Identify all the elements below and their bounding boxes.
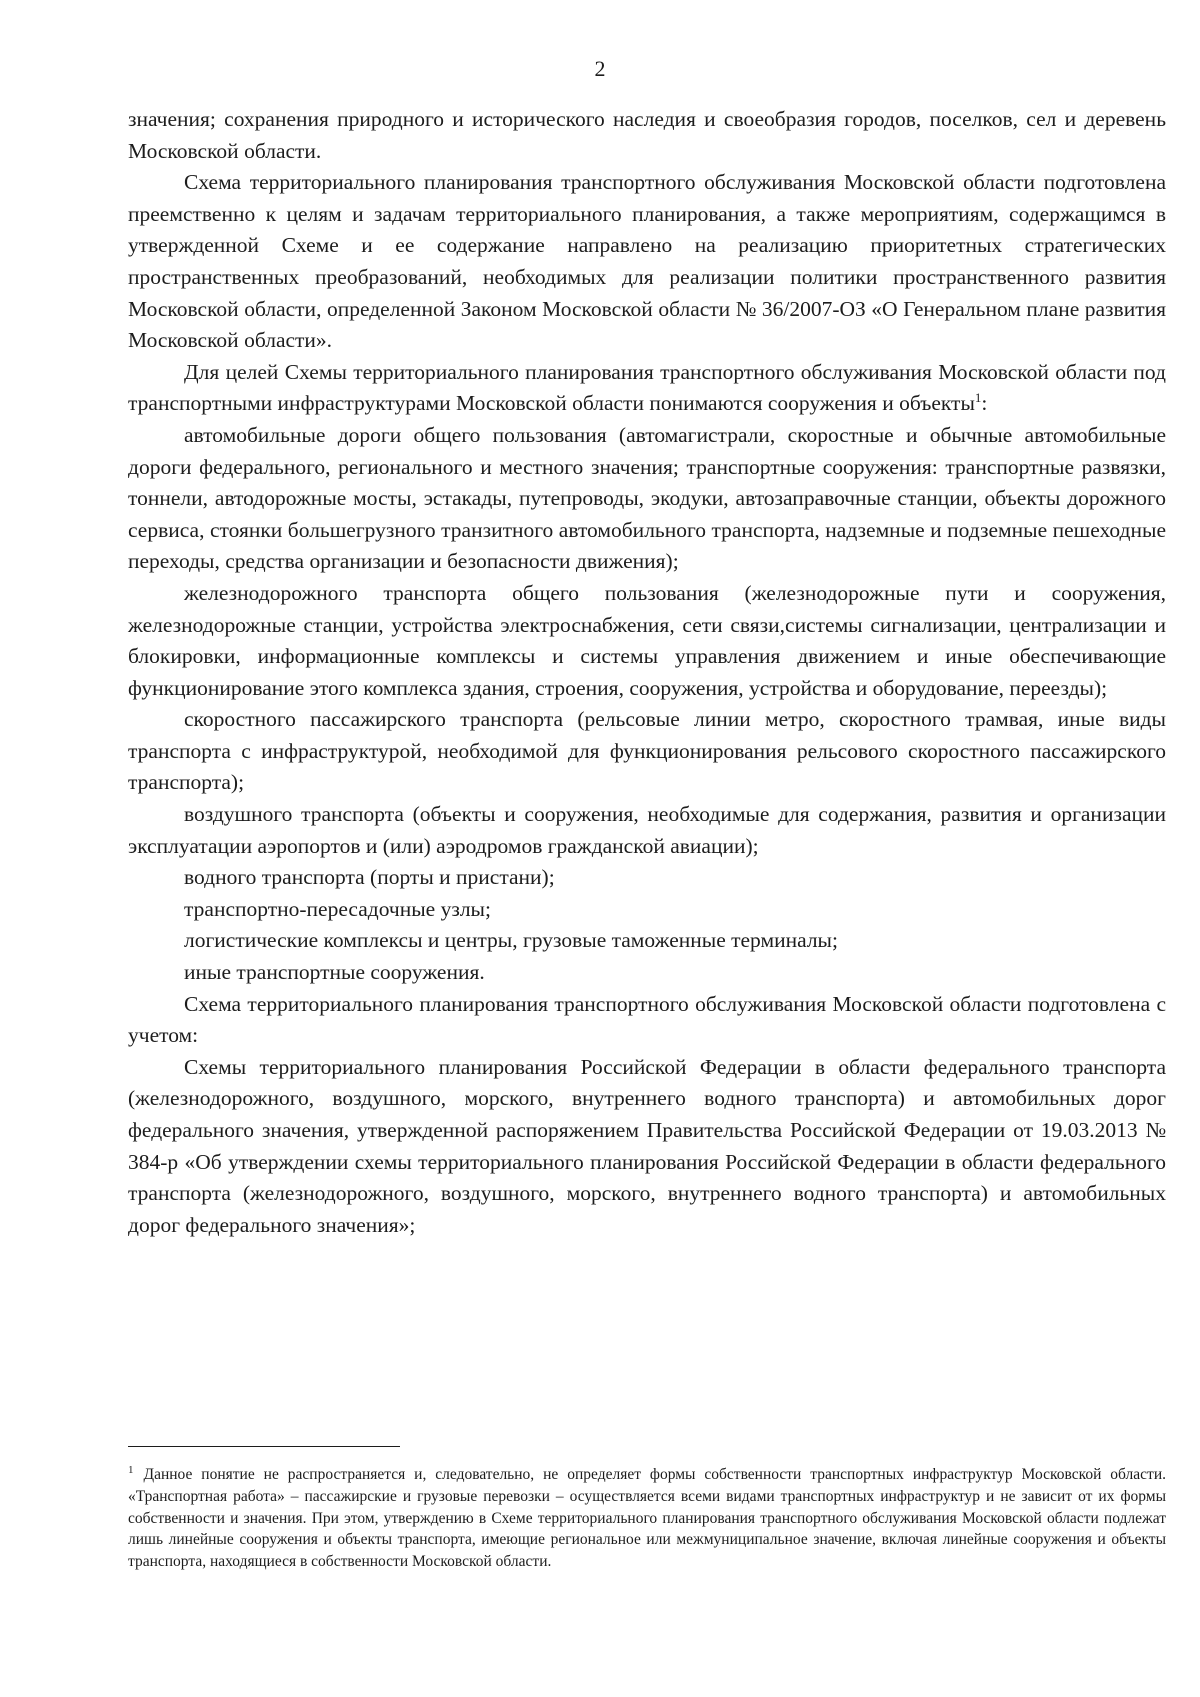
footnote-marker: 1 xyxy=(128,1463,134,1476)
paragraph-scheme-prepared: Схема территориального планирования транспортного обслуживания Московской области подготовлена преемственно к целям и задачам территориального планирования, а также мероприятиям, содержащимся в утвержденной Схеме и ее содержание направлено на реализацию приоритетных стратегических пространственных преобразований, необходимых для реализации политики пространственного развития Московской области, определенной Законом Московской области № 36/2007-ОЗ «О Генеральном плане развития Московской области». xyxy=(128,170,1166,353)
paragraph-definition-text: Для целей Схемы территориального планирования транспортного обслуживания Московской области под транспортными инфраструктурами Московской области понимаются сооружения и объекты xyxy=(128,359,1166,416)
page-number: 2 xyxy=(594,56,606,81)
footnote-divider xyxy=(128,1446,400,1447)
list-item-roads: автомобильные дороги общего пользования (автомагистрали, скоростные и обычные автомобильные дороги федерального, регионального и местного значения; транспортные сооружения: транспортные развязки, тоннели, автодорожные мосты, эстакады, путепроводы, экодуки, автозаправочные станции, объекты дорожного сервиса, стоянки большегрузного транзитного автомобильного транспорта, надземные и подземные пешеходные переходы, средства организации и безопасности движения); xyxy=(128,422,1166,574)
paragraph-federal-scheme: Схемы территориального планирования Российской Федерации в области федерального транспорта (железнодорожного, воздушного, морского, внутреннего водного транспорта) и автомобильных дорог федерального значения, утвержденной распоряжением Правительства Российской Федерации от 19.03.2013 № 384-р «Об утверждении схемы территориального планирования Российской Федерации в области федерального транспорта (железнодорожного, воздушного, морского, внутреннего водного транспорта) и автомобильных дорог федерального значения»; xyxy=(128,1054,1166,1237)
paragraph-prepared-considering: Схема территориального планирования транспортного обслуживания Московской области подготовлена с учетом: xyxy=(128,991,1166,1048)
paragraph-continuation: значения; сохранения природного и исторического наследия и своеобразия городов, поселков, сел и деревень Московской области. xyxy=(128,107,1166,163)
paragraph-definition xyxy=(128,357,1166,420)
footnote xyxy=(128,1464,1166,1573)
body-text xyxy=(128,104,1166,1241)
list-item-water-transport: водного транспорта (порты и пристани); xyxy=(184,865,555,890)
footnote-text: Данное понятие не распространяется и, следовательно, не определяет формы собственности транспортных инфраструктур Московской области. «Транспортная работа» – пассажирские и грузовые перевозки – осуществляется всеми видами транспортных инфраструктур и не зависит от их формы собственности и значения. При этом, утверждению в Схеме территориального планирования транспортного обслуживания Московской области подлежат лишь линейные сооружения и объекты транспорта, имеющие региональное или межмуниципальное значение, включая линейные сооружения и объекты транспорта, находящиеся в собственности Московской области. xyxy=(128,1466,1166,1571)
paragraph-definition-colon: : xyxy=(981,391,988,416)
list-item-air-transport: воздушного транспорта (объекты и сооружения, необходимые для содержания, развития и организации эксплуатации аэропортов и (или) аэродромов гражданской авиации); xyxy=(128,802,1166,858)
list-item-rapid-transit: скоростного пассажирского транспорта (рельсовые линии метро, скоростного трамвая, иные виды транспорта с инфраструктурой, необходимой для функционирования рельсового скоростного пассажирского транспорта); xyxy=(128,707,1166,795)
list-item-other: иные транспортные сооружения. xyxy=(184,960,485,985)
list-item-railway: железнодорожного транспорта общего пользования (железнодорожные пути и сооружения, железнодорожные станции, устройства электроснабжения, сети связи,системы сигнализации, централизации и блокировки, информационные комплексы и системы управления движением и иные обеспечивающие функционирование этого комплекса здания, строения, сооружения, устройства и оборудование, переезды); xyxy=(128,580,1166,700)
list-item-transfer-hubs: транспортно-пересадочные узлы; xyxy=(184,896,491,921)
list-item-logistics: логистические комплексы и центры, грузовые таможенные терминалы; xyxy=(184,928,838,953)
footnote-reference[interactable]: 1 xyxy=(974,390,982,406)
